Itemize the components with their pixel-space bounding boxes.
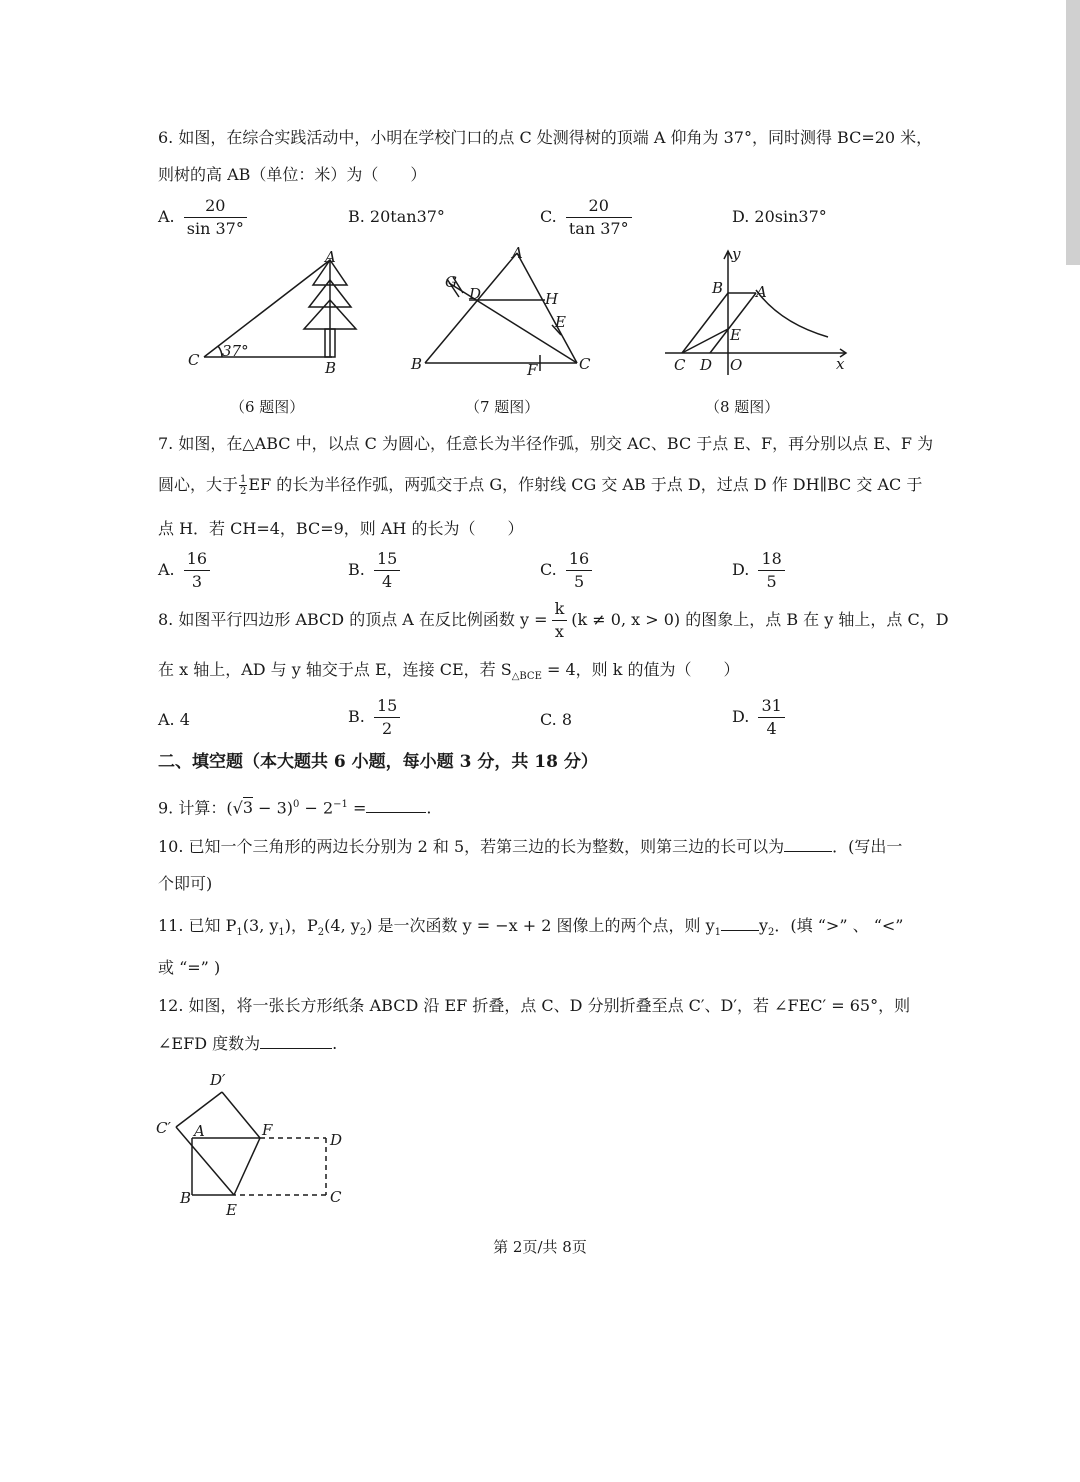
q6-option-b: B. 20tan37° — [348, 207, 445, 226]
q7-half-fraction — [239, 474, 247, 497]
q6-option-c — [540, 195, 636, 240]
fig7-line-ab — [425, 253, 517, 363]
fig8-caption: （8 题图） — [705, 398, 780, 416]
q8-kx-fraction — [552, 598, 568, 643]
q12-answer-blank — [260, 1048, 332, 1049]
q11-cmp-y1-sub: 1 — [714, 927, 721, 939]
fig8-line-bc — [682, 293, 728, 353]
q7-line2 — [158, 474, 922, 497]
q9-prefix: 9. 计算：( — [158, 798, 233, 818]
q7-option-a — [158, 548, 214, 593]
figure-8 — [660, 245, 860, 380]
q11-answer-blank — [721, 930, 759, 931]
q9-exponent-0: 0 — [293, 799, 300, 810]
q7-line3: 点 H．若 CH=4，BC=9，则 AH 的长为（ ） — [158, 519, 524, 538]
fig8-label-c: C — [674, 356, 686, 374]
q8-line2-end: = 4，则 k 的值为（ ） — [541, 660, 740, 679]
figure-6 — [180, 245, 370, 385]
fig12-label-b: B — [180, 1189, 192, 1207]
q8-option-b-fraction — [374, 695, 400, 740]
q8-line1-end: (k ≠ 0, x > 0) 的图象上，点 B 在 y 轴上，点 C，D — [571, 610, 949, 629]
q7-option-c-fraction — [566, 548, 592, 593]
fig8-label-x: x — [836, 355, 845, 373]
q8-option-b — [348, 695, 404, 740]
q8-option-d-num: 31 — [758, 695, 784, 718]
q10-line1-end: ．(写出一 — [832, 837, 903, 856]
q7-option-d-num: 18 — [758, 548, 784, 571]
q6-option-a-num: 20 — [184, 195, 247, 218]
fig7-line-ac — [517, 253, 577, 363]
q6-option-c-den: tan 37° — [568, 219, 629, 238]
q11-start: 11. 已知 P — [158, 916, 237, 935]
fig7-label-d: D — [469, 285, 482, 303]
q10-text: 10. 已知一个三角形的两边长分别为 2 和 5，若第三边的长为整数，则第三边的长可以为 — [158, 837, 785, 856]
q7-option-b-label: B. — [348, 560, 365, 579]
q8-line1 — [158, 598, 949, 643]
fig7-label-h: H — [545, 290, 559, 308]
q8-line2-start: 在 x 轴上，AD 与 y 轴交于点 E，连接 CE，若 S — [158, 660, 512, 679]
q7-option-a-fraction — [184, 548, 210, 593]
q7-option-c-den: 5 — [573, 572, 585, 591]
fig12-label-e: E — [226, 1201, 237, 1219]
fig8-label-b: B — [712, 279, 724, 297]
q8-k-num: k — [552, 598, 568, 621]
fig7-label-f: F — [527, 361, 538, 379]
q11-cmp-y2-sub: 2 — [768, 927, 775, 939]
fig7-label-a: A — [512, 245, 523, 262]
fig6-label-c: C — [188, 351, 200, 369]
q10-answer-blank — [784, 851, 832, 852]
q11-y2-sub: 2 — [359, 927, 367, 939]
fig8-label-y: y — [732, 245, 741, 263]
q6-line2: 则树的高 AB（单位：米）为（ ） — [158, 165, 427, 184]
fig12-line-ef — [234, 1138, 260, 1195]
fig6-label-b: B — [325, 359, 337, 377]
q11-p1-close: )，P — [284, 916, 318, 935]
fig7-label-e: E — [555, 313, 566, 331]
q6-option-c-num: 20 — [566, 195, 632, 218]
q8-line2 — [158, 660, 740, 687]
q11-line2: 或 “=” ) — [158, 958, 221, 977]
fig7-caption: （7 题图） — [465, 398, 540, 416]
q7-option-a-num: 16 — [184, 548, 210, 571]
q8-line1-start: 8. 如图平行四边形 ABCD 的顶点 A 在反比例函数 y = — [158, 610, 548, 629]
fig8-line-ad — [710, 293, 756, 353]
q6-line1: 6. 如图，在综合实践活动中，小明在学校门口的点 C 处测得树的顶端 A 仰角为 37°，同时测得 BC=20 米， — [158, 128, 933, 147]
q9-answer-blank — [366, 812, 426, 813]
fig8-label-e: E — [730, 326, 741, 344]
q8-option-b-num: 15 — [374, 695, 400, 718]
fig12-label-f: F — [262, 1121, 273, 1139]
fig12-label-c: C — [330, 1188, 342, 1206]
scrollbar-thumb[interactable] — [1066, 0, 1080, 265]
q8-option-a: A. 4 — [158, 710, 190, 729]
q8-option-d — [732, 695, 789, 740]
q7-line2-start: 圆心，大于 — [158, 475, 239, 494]
q9-equals: = — [347, 798, 367, 818]
q11-p2-close: ) 是一次函数 y = −x + 2 图像上的两个点，则 y — [366, 916, 715, 935]
fig6-label-a: A — [325, 248, 336, 266]
q11-tail: ．(填 “>” 、 “<” — [774, 916, 904, 935]
q9-line — [158, 795, 431, 818]
q7-half-den: 2 — [240, 486, 247, 497]
q8-area-subscript: △BCE — [511, 671, 542, 683]
q9-middle: − 3) — [253, 798, 293, 818]
q8-option-c: C. 8 — [540, 710, 573, 729]
q8-option-b-den: 2 — [382, 719, 393, 738]
fig8-label-a: A — [756, 283, 767, 301]
fig8-label-d: D — [700, 356, 713, 374]
q9-sqrt-symbol: √ — [232, 798, 243, 818]
fig7-label-b: B — [411, 355, 423, 373]
fig12-line-d1f — [222, 1092, 260, 1138]
q10-line2: 个即可) — [158, 874, 213, 893]
q9-end: . — [426, 798, 432, 818]
fig12-label-c1: C′ — [156, 1119, 171, 1137]
q11-p1-sub: 1 — [236, 927, 243, 939]
q12-line2-text: ∠EFD 度数为 — [158, 1034, 261, 1053]
q7-option-d-den: 5 — [766, 572, 777, 591]
q8-x-den: x — [554, 622, 564, 641]
q8-option-d-den: 4 — [766, 719, 777, 738]
fig8-label-o: O — [730, 356, 743, 374]
q9-exponent-neg1: −1 — [333, 799, 348, 810]
q6-option-c-label: C. — [540, 207, 557, 226]
q7-option-b — [348, 548, 404, 593]
fig12-label-a: A — [194, 1122, 205, 1140]
q7-option-d-label: D. — [732, 560, 750, 579]
q7-line1: 7. 如图，在△ABC 中，以点 C 为圆心，任意长为半径作弧，别交 AC、BC 于点 E、F，再分别以点 E、F 为 — [158, 434, 934, 453]
q11-p1-coords: (3, y — [242, 916, 279, 935]
q6-option-a-den: sin 37° — [186, 219, 244, 238]
fig7-label-c: C — [579, 355, 591, 373]
q7-option-a-label: A. — [158, 560, 175, 579]
q10-line1 — [158, 837, 902, 857]
q6-option-a — [158, 195, 251, 240]
q7-option-b-fraction — [374, 548, 400, 593]
q11-y1-sub: 1 — [278, 927, 285, 939]
fig8-line-ce — [682, 329, 728, 353]
q12-line2 — [158, 1034, 337, 1054]
q12-line2-end: . — [332, 1034, 338, 1053]
q7-option-c-label: C. — [540, 560, 557, 579]
q6-option-c-fraction — [566, 195, 632, 240]
q8-option-b-label: B. — [348, 707, 365, 726]
q6-option-d: D. 20sin37° — [732, 207, 827, 226]
fig7-label-g: G — [445, 273, 457, 291]
fig6-caption: （6 题图） — [230, 398, 305, 416]
fig12-label-d: D — [330, 1131, 343, 1149]
q11-line1 — [158, 916, 903, 943]
q7-option-b-num: 15 — [374, 548, 400, 571]
fig12-line-ec1 — [176, 1127, 234, 1195]
page-number: 第 2页/共 8页 — [493, 1238, 587, 1256]
q7-option-c-num: 16 — [566, 548, 592, 571]
q7-line2-end: EF 的长为半径作弧，两弧交于点 G，作射线 CG 交 AB 于点 D，过点 D 作 DH∥BC 交 AC 于 — [248, 475, 923, 494]
q7-option-b-den: 4 — [382, 572, 393, 591]
q6-option-a-fraction — [184, 195, 247, 240]
q7-option-d — [732, 548, 789, 593]
q7-option-d-fraction — [758, 548, 784, 593]
q9-minus-two: − 2 — [299, 798, 334, 818]
q6-option-a-label: A. — [158, 207, 175, 226]
q7-half-num: 1 — [240, 474, 247, 485]
q8-option-d-label: D. — [732, 707, 750, 726]
fig6-label-angle: 37° — [222, 342, 249, 360]
q8-option-d-fraction — [758, 695, 784, 740]
q7-option-a-den: 3 — [191, 572, 202, 591]
figure-12 — [150, 1065, 360, 1225]
fig12-label-d1: D′ — [210, 1071, 226, 1089]
q7-option-c — [540, 548, 596, 593]
figure-7 — [405, 245, 600, 380]
q11-cmp-y2: y — [759, 916, 769, 935]
section-2-heading: 二、填空题（本大题共 6 小题，每小题 3 分，共 18 分） — [158, 752, 598, 772]
q12-line1: 12. 如图，将一张长方形纸条 ABCD 沿 EF 折叠，点 C、D 分别折叠至点 C′、D′，若 ∠FEC′ = 65°，则 — [158, 996, 911, 1015]
q11-p2-sub: 2 — [317, 927, 325, 939]
q9-sqrt-value: 3 — [242, 798, 253, 818]
q11-p2-coords: (4, y — [324, 916, 360, 935]
